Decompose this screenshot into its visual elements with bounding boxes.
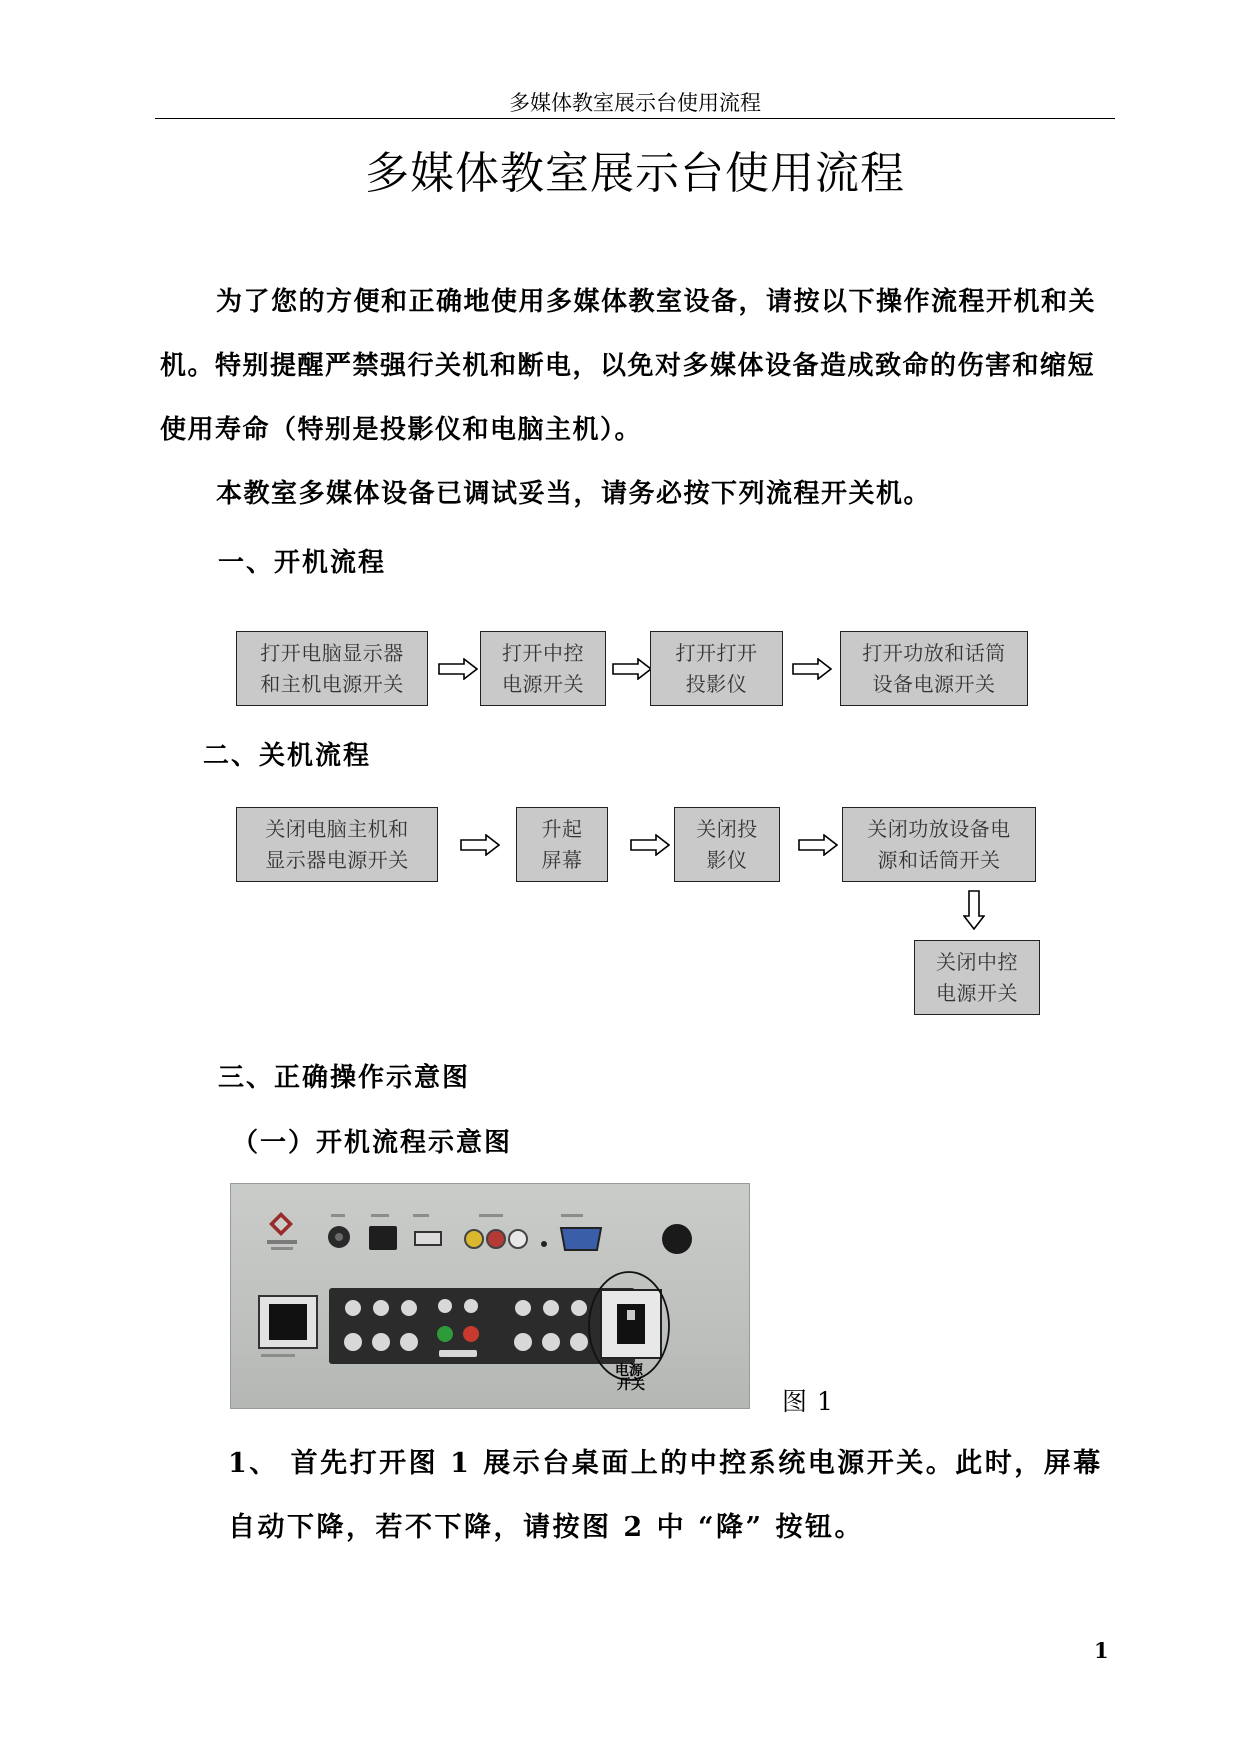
arrow-down-icon [963, 890, 985, 930]
step-line: 电源开关 [936, 980, 1018, 1005]
document-title: 多媒体教室展示台使用流程 [365, 148, 905, 199]
step-line: 打开打开 [675, 640, 758, 665]
step-line: 关闭中控 [936, 949, 1018, 974]
switch-label-line-2: 开关 [617, 1377, 645, 1393]
arrow-right-icon [798, 834, 838, 856]
step-line: 电源开关 [502, 671, 584, 696]
step-line: 打开电脑显示器 [260, 640, 404, 665]
vga-port-icon [561, 1228, 601, 1250]
diagram-heading: 三、正确操作示意图 [218, 1063, 471, 1093]
step-line: 设备电源开关 [872, 671, 996, 696]
step-line: 源和话筒开关 [877, 847, 1001, 872]
power-off-heading: 二、关机流程 [203, 741, 372, 771]
step-line: 投影仪 [685, 671, 748, 696]
arrow-right-icon [792, 658, 832, 680]
power-off-step-5 [914, 940, 1040, 1015]
arrow-right-icon [630, 834, 670, 856]
audio-left-jack-icon [509, 1230, 527, 1248]
power-off-step-4 [842, 807, 1036, 882]
power-on-step-4 [840, 631, 1028, 706]
step-line: 关闭电脑主机和 [265, 816, 409, 841]
power-off-step-3 [674, 807, 780, 882]
power-off-step-2 [516, 807, 608, 882]
step-line: 打开中控 [502, 640, 584, 665]
arrow-right-icon [460, 834, 500, 856]
control-panel-photo [230, 1183, 750, 1409]
step-line: 和主机电源开关 [260, 671, 404, 696]
power-on-step-1 [236, 631, 428, 706]
diagram-subheading: （一）开机流程示意图 [232, 1128, 513, 1158]
power-on-step-3 [650, 631, 783, 706]
brand-logo [267, 1212, 297, 1250]
figure-caption: 图 1 [782, 1387, 834, 1416]
step-line: 显示器电源开关 [265, 847, 409, 872]
usb-port-icon [415, 1232, 441, 1245]
power-on-step-2 [480, 631, 606, 706]
header-rule [155, 118, 1115, 119]
step-line: 影仪 [706, 847, 748, 872]
step-1-paragraph: 1、 首先打开图 1 展示台桌面上的中控系统电源开关。此时，屏幕自动下降，若不下降，请按图 2 中 “降” 按钮。 [228, 1448, 1103, 1543]
intro-paragraph: 为了您的方便和正确地使用多媒体教室设备，请按以下操作流程开机和关机。特别提醒严禁强行关机和断电，以免对多媒体设备造成致命的伤害和缩短使用寿命（特别是投影仪和电脑主机）。 [160, 287, 1097, 445]
green-button [437, 1326, 453, 1342]
running-header: 多媒体教室展示台使用流程 [509, 91, 761, 115]
page-number: 1 [1094, 1638, 1109, 1663]
power-off-step-1 [236, 807, 438, 882]
step-line: 关闭投 [696, 816, 758, 841]
note-paragraph: 本教室多媒体设备已调试妥当，请务必按下列流程开关机。 [216, 479, 932, 509]
audio-right-jack-icon [487, 1230, 505, 1248]
mic-jack-icon [662, 1224, 692, 1254]
network-port-icon [369, 1226, 397, 1250]
arrow-right-icon [438, 658, 478, 680]
step-line: 升起 [541, 816, 583, 841]
port-labels [331, 1214, 583, 1217]
step-line: 屏幕 [541, 847, 583, 872]
step-line: 关闭功放设备电 [867, 816, 1011, 841]
switch-label-line-1: 电源 [615, 1363, 643, 1379]
red-button [463, 1326, 479, 1342]
video-jack-icon [465, 1230, 483, 1248]
arrow-right-icon [612, 658, 652, 680]
step-line: 打开功放和话筒 [862, 640, 1006, 665]
control-panel-illustration [231, 1184, 750, 1409]
power-on-heading: 一、开机流程 [218, 548, 387, 578]
